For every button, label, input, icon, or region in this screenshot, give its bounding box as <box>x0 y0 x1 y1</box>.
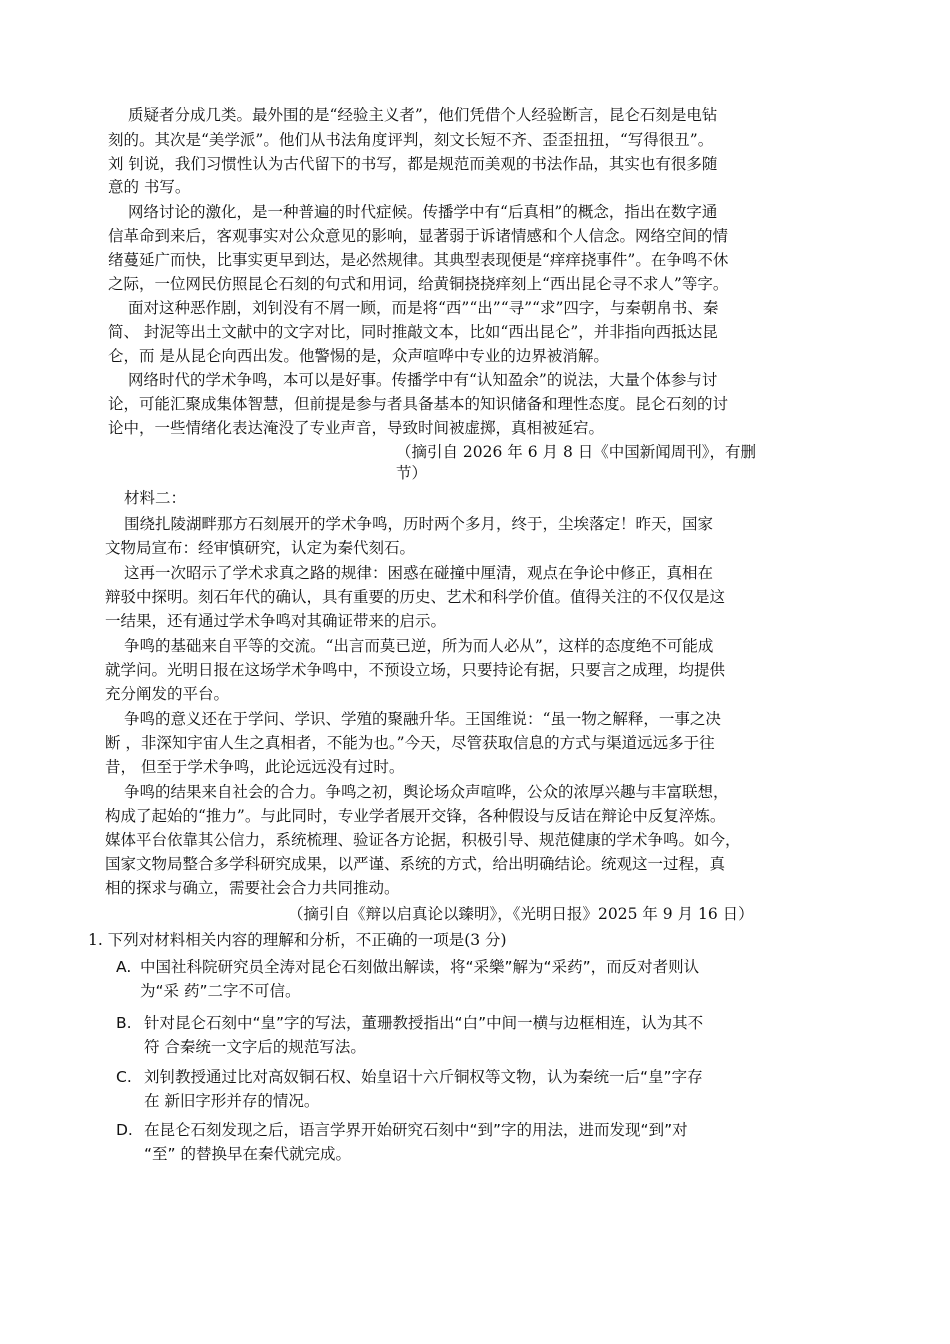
option-a-label: A. <box>116 958 132 976</box>
m1-p1-line-4: 意的 书写。 <box>108 178 191 196</box>
m2-p3-line-1: 争鸣的基础来自平等的交流。“出言而莫已逆，所为而人必从”，这样的态度绝不可能成 <box>124 637 714 655</box>
m1-p2-line-4: 之际，一位网民仿照昆仑石刻的句式和用词，给黄铜挠挠痒刻上“西出昆仑寻不求人”等字。 <box>108 275 729 293</box>
m1-p3-line-2: 简、 封泥等出土文献中的文字对比，同时推敲文本，比如“西出昆仑”，并非指向西抵达昆 <box>108 323 718 341</box>
question-stem: 1. 下列对材料相关内容的理解和分析，不正确的一项是(3 分) <box>88 931 507 949</box>
m2-p2-line-3: 一结果，还有通过学术争鸣对其确证带来的启示。 <box>105 612 447 630</box>
option-b-line-1: 针对昆仑石刻中“皇”字的写法，董珊教授指出“白”中间一横与边框相连，认为其不 <box>144 1014 704 1032</box>
m1-p1-line-2: 刻的。其次是“美学派”。他们从书法角度评判，刻文长短不齐、歪歪扭扭，“写得很丑”。 <box>108 131 714 149</box>
m2-p4-line-2: 断 ，非深知宇宙人生之真相者，不能为也。”今天，尽管获取信息的方式与渠道远远多于往 <box>105 734 715 752</box>
m1-p1-line-3: 刘 钊说，我们习惯性认为古代留下的书写，都是规范而美观的书法作品，其实也有很多随 <box>108 155 718 173</box>
m1-p4-line-1: 网络时代的学术争鸣，本可以是好事。传播学中有“认知盈余”的说法，大量个体参与讨 <box>128 371 718 389</box>
m2-p5-line-4: 国家文物局整合多学科研究成果，以严谨、系统的方式，给出明确结论。统观这一过程，真 <box>105 855 726 873</box>
m2-source: （摘引自《辩以启真论以臻明》，《光明日报》2025 年 9 月 16 日） <box>288 905 754 923</box>
m2-p5-line-3: 媒体平台依靠其公信力，系统梳理、验证各方论据，积极引导、规范健康的学术争鸣。如今， <box>105 831 741 849</box>
m1-p1-line-1: 质疑者分成几类。最外围的是“经验主义者”，他们凭借个人经验断言，昆仑石刻是电钻 <box>128 106 718 124</box>
option-c-label: C. <box>116 1068 132 1086</box>
option-a-line-1: 中国社科院研究员全涛对昆仑石刻做出解读，将“采樂”解为“采药”，而反对者则认 <box>140 958 700 976</box>
m2-p2-line-2: 辩驳中探明。刻石年代的确认，具有重要的历史、艺术和科学价值。值得关注的不仅仅是这 <box>105 588 726 606</box>
option-d-label: D. <box>116 1121 133 1139</box>
m1-p2-line-3: 绪蔓延广而快，比事实更早到达，是必然规律。其典型表现便是“痒痒挠事件”。在争鸣不休 <box>108 251 729 269</box>
m2-p1-line-2: 文物局宣布：经审慎研究，认定为秦代刻石。 <box>105 539 416 557</box>
m1-p3-line-3: 仑，而 是从昆仑向西出发。他警惕的是，众声喧哗中专业的边界被消解。 <box>108 347 609 365</box>
option-b-label: B. <box>116 1014 132 1032</box>
option-a-line-2: 为“采 药”二字不可信。 <box>140 982 301 1000</box>
m1-p4-line-2: 论，可能汇聚成集体智慧，但前提是参与者具备基本的知识储备和理性态度。昆仑石刻的讨 <box>108 395 729 413</box>
m1-source-line-1: （摘引自 2026 年 6 月 8 日《中国新闻周刊》，有删 <box>396 443 756 461</box>
m2-p5-line-2: 构成了起始的“推力”。与此同时，专业学者展开交锋，各种假设与反诘在辩论中反复淬炼。 <box>105 807 726 825</box>
option-b-line-2: 符 合秦统一文字后的规范写法。 <box>144 1038 366 1056</box>
option-c-line-1: 刘钊教授通过比对高奴铜石权、始皇诏十六斤铜权等文物，认为秦统一后“皇”字存 <box>144 1068 703 1086</box>
m2-p4-line-1: 争鸣的意义还在于学问、学识、学殖的聚融升华。王国维说：“虽一物之解释，一事之决 <box>124 710 721 728</box>
option-d-line-1: 在昆仑石刻发现之后，语言学界开始研究石刻中“到”字的用法，进而发现“到”对 <box>144 1121 688 1139</box>
option-d-line-2: “至” 的替换早在秦代就完成。 <box>144 1145 351 1163</box>
m2-p5-line-5: 相的探求与确立，需要社会合力共同推动。 <box>105 879 400 897</box>
m2-p2-line-1: 这再一次昭示了学术求真之路的规律：困惑在碰撞中厘清，观点在争论中修正，真相在 <box>124 564 714 582</box>
m2-p3-line-2: 就学问。光明日报在这场学术争鸣中，不预设立场，只要持论有据，只要言之成理，均提供 <box>105 661 726 679</box>
m1-p4-line-3: 论中，一些情绪化表达淹没了专业声音，导致时间被虚掷，真相被延宕。 <box>108 419 605 437</box>
m2-p1-line-1: 围绕扎陵湖畔那方石刻展开的学术争鸣，历时两个多月，终于，尘埃落定！昨天，国家 <box>124 515 714 533</box>
m2-p5-line-1: 争鸣的结果来自社会的合力。争鸣之初，舆论场众声喧哗，公众的浓厚兴趣与丰富联想， <box>124 783 729 801</box>
material-2-heading: 材料二： <box>124 489 187 507</box>
m1-source-line-2: 节） <box>396 464 428 482</box>
m1-p2-line-1: 网络讨论的激化，是一种普遍的时代症候。传播学中有“后真相”的概念，指出在数字通 <box>128 203 718 221</box>
m2-p3-line-3: 充分阐发的平台。 <box>105 685 230 703</box>
option-c-line-2: 在 新旧字形并存的情况。 <box>144 1092 320 1110</box>
m1-p2-line-2: 信革命到来后，客观事实对公众意见的影响，显著弱于诉诸情感和个人信念。网络空间的情 <box>108 227 729 245</box>
m2-p4-line-3: 昔， 但至于学术争鸣，此论远远没有过时。 <box>105 758 405 776</box>
m1-p3-line-1: 面对这种恶作剧，刘钊没有不屑一顾，而是将“西”“出”“寻”“求”四字，与秦朝帛书、秦 <box>128 299 719 317</box>
